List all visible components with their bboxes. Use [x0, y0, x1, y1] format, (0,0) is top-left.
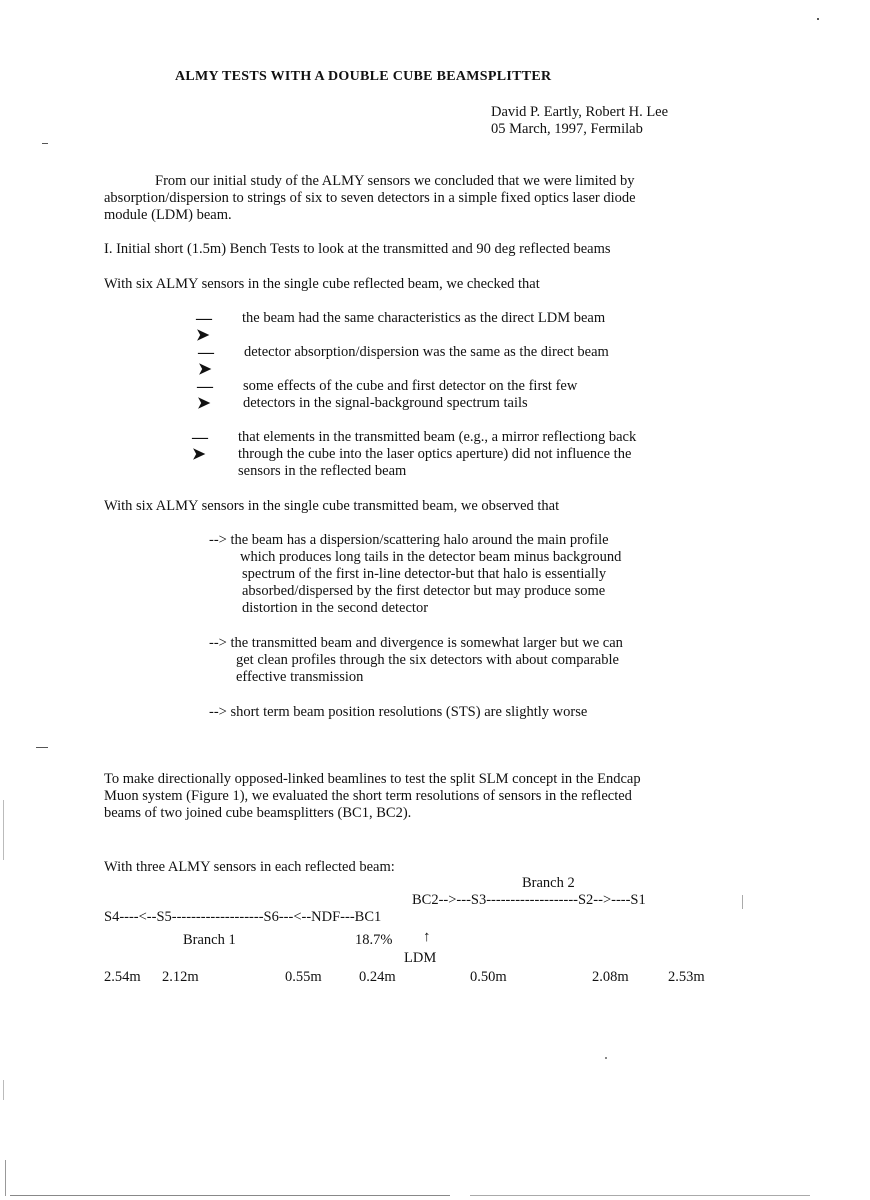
list-item-line: get clean profiles through the six detectors with about comparable: [236, 652, 619, 668]
document-title: ALMY TESTS WITH A DOUBLE CUBE BEAMSPLITTER: [175, 69, 552, 84]
scan-mark: [605, 1057, 607, 1059]
scan-edge: [3, 1080, 4, 1100]
three-sensors-intro: With three ALMY sensors in each reflected beam:: [104, 859, 395, 875]
list-item-line: sensors in the reflected beam: [238, 463, 407, 479]
list-item-line: that elements in the transmitted beam (e.g., a mirror reflectiong back: [238, 429, 637, 445]
authors-names: David P. Eartly, Robert H. Lee: [491, 104, 669, 120]
list-item-line: detectors in the signal-background spectrum tails: [243, 395, 528, 411]
intro-line-2: absorption/dispersion to strings of six to seven detectors in a simple fixed optics laser diode: [104, 190, 636, 206]
list-item-line: distortion in the second detector: [242, 600, 429, 616]
scan-mark: [36, 747, 48, 748]
intro-line-3: module (LDM) beam.: [104, 207, 232, 223]
scan-edge: [10, 1195, 450, 1196]
list-item-line: spectrum of the first in-line detector-but that halo is essentially: [242, 566, 607, 582]
distance-label: 2.12m: [162, 969, 199, 985]
beamline-branch-1: S4----<--S5-------------------S6---<--NDF---BC1: [104, 909, 382, 925]
distance-label: 2.53m: [668, 969, 705, 985]
list-item-line: --> the beam has a dispersion/scattering halo around the main profile: [209, 532, 609, 548]
list-item: [209, 635, 623, 686]
list-item: [209, 704, 587, 721]
distance-label: 0.50m: [470, 969, 507, 985]
authors-date-place: 05 March, 1997, Fermilab: [491, 121, 643, 137]
list-item-line: effective transmission: [236, 669, 364, 685]
scan-mark: [742, 895, 743, 909]
list-item-line: --> short term beam position resolutions (STS) are slightly worse: [209, 704, 588, 720]
list-item-line: absorbed/dispersed by the first detector but may produce some: [242, 583, 606, 599]
scan-edge: [5, 1160, 6, 1196]
arrow-right-icon: —➤: [197, 378, 213, 412]
branch-2-label: Branch 2: [522, 875, 575, 891]
arrow-right-icon: —➤: [196, 310, 212, 344]
scan-edge: [3, 800, 4, 860]
up-arrow-icon: ↑: [423, 929, 431, 945]
list-item-line: the beam had the same characteristics as the direct LDM beam: [242, 310, 606, 326]
scan-mark: [817, 18, 819, 20]
distance-label: 2.54m: [104, 969, 141, 985]
distance-label: 2.08m: [592, 969, 629, 985]
scan-edge: [470, 1195, 810, 1196]
branch-1-label: Branch 1: [183, 932, 236, 948]
arrow-right-icon: —➤: [192, 429, 208, 463]
distance-label: 0.55m: [285, 969, 322, 985]
concept-line-1: To make directionally opposed-linked beamlines to test the split SLM concept in the Endcap: [104, 771, 641, 787]
arrow-right-icon: —➤: [198, 344, 214, 378]
reflected-intro: With six ALMY sensors in the single cube reflected beam, we checked that: [104, 276, 540, 292]
list-item-line: --> the transmitted beam and divergence is somewhat larger but we can: [209, 635, 623, 651]
ldm-label: LDM: [404, 950, 437, 966]
concept-line-3: beams of two joined cube beamsplitters (BC1, BC2).: [104, 805, 412, 821]
scan-mark: [42, 143, 48, 144]
list-item-line: detector absorption/dispersion was the same as the direct beam: [244, 344, 609, 360]
distance-label: 0.24m: [359, 969, 396, 985]
list-item-line: through the cube into the laser optics aperture) did not influence the: [238, 446, 632, 462]
ndf-transmission-label: 18.7%: [355, 932, 393, 948]
transmitted-intro: With six ALMY sensors in the single cube transmitted beam, we observed that: [104, 498, 560, 514]
concept-line-2: Muon system (Figure 1), we evaluated the short term resolutions of sensors in the reflected: [104, 788, 632, 804]
authors-block: [491, 104, 668, 138]
list-item-line: some effects of the cube and first detector on the first few: [243, 378, 578, 394]
beamline-branch-2: BC2-->---S3-------------------S2-->----S1: [412, 892, 646, 908]
list-item-line: which produces long tails in the detector beam minus background: [240, 549, 622, 565]
intro-line-1: From our initial study of the ALMY sensors we concluded that we were limited by: [155, 173, 635, 189]
section-heading: I. Initial short (1.5m) Bench Tests to look at the transmitted and 90 deg reflected beams: [104, 241, 611, 257]
list-item: [209, 532, 621, 617]
